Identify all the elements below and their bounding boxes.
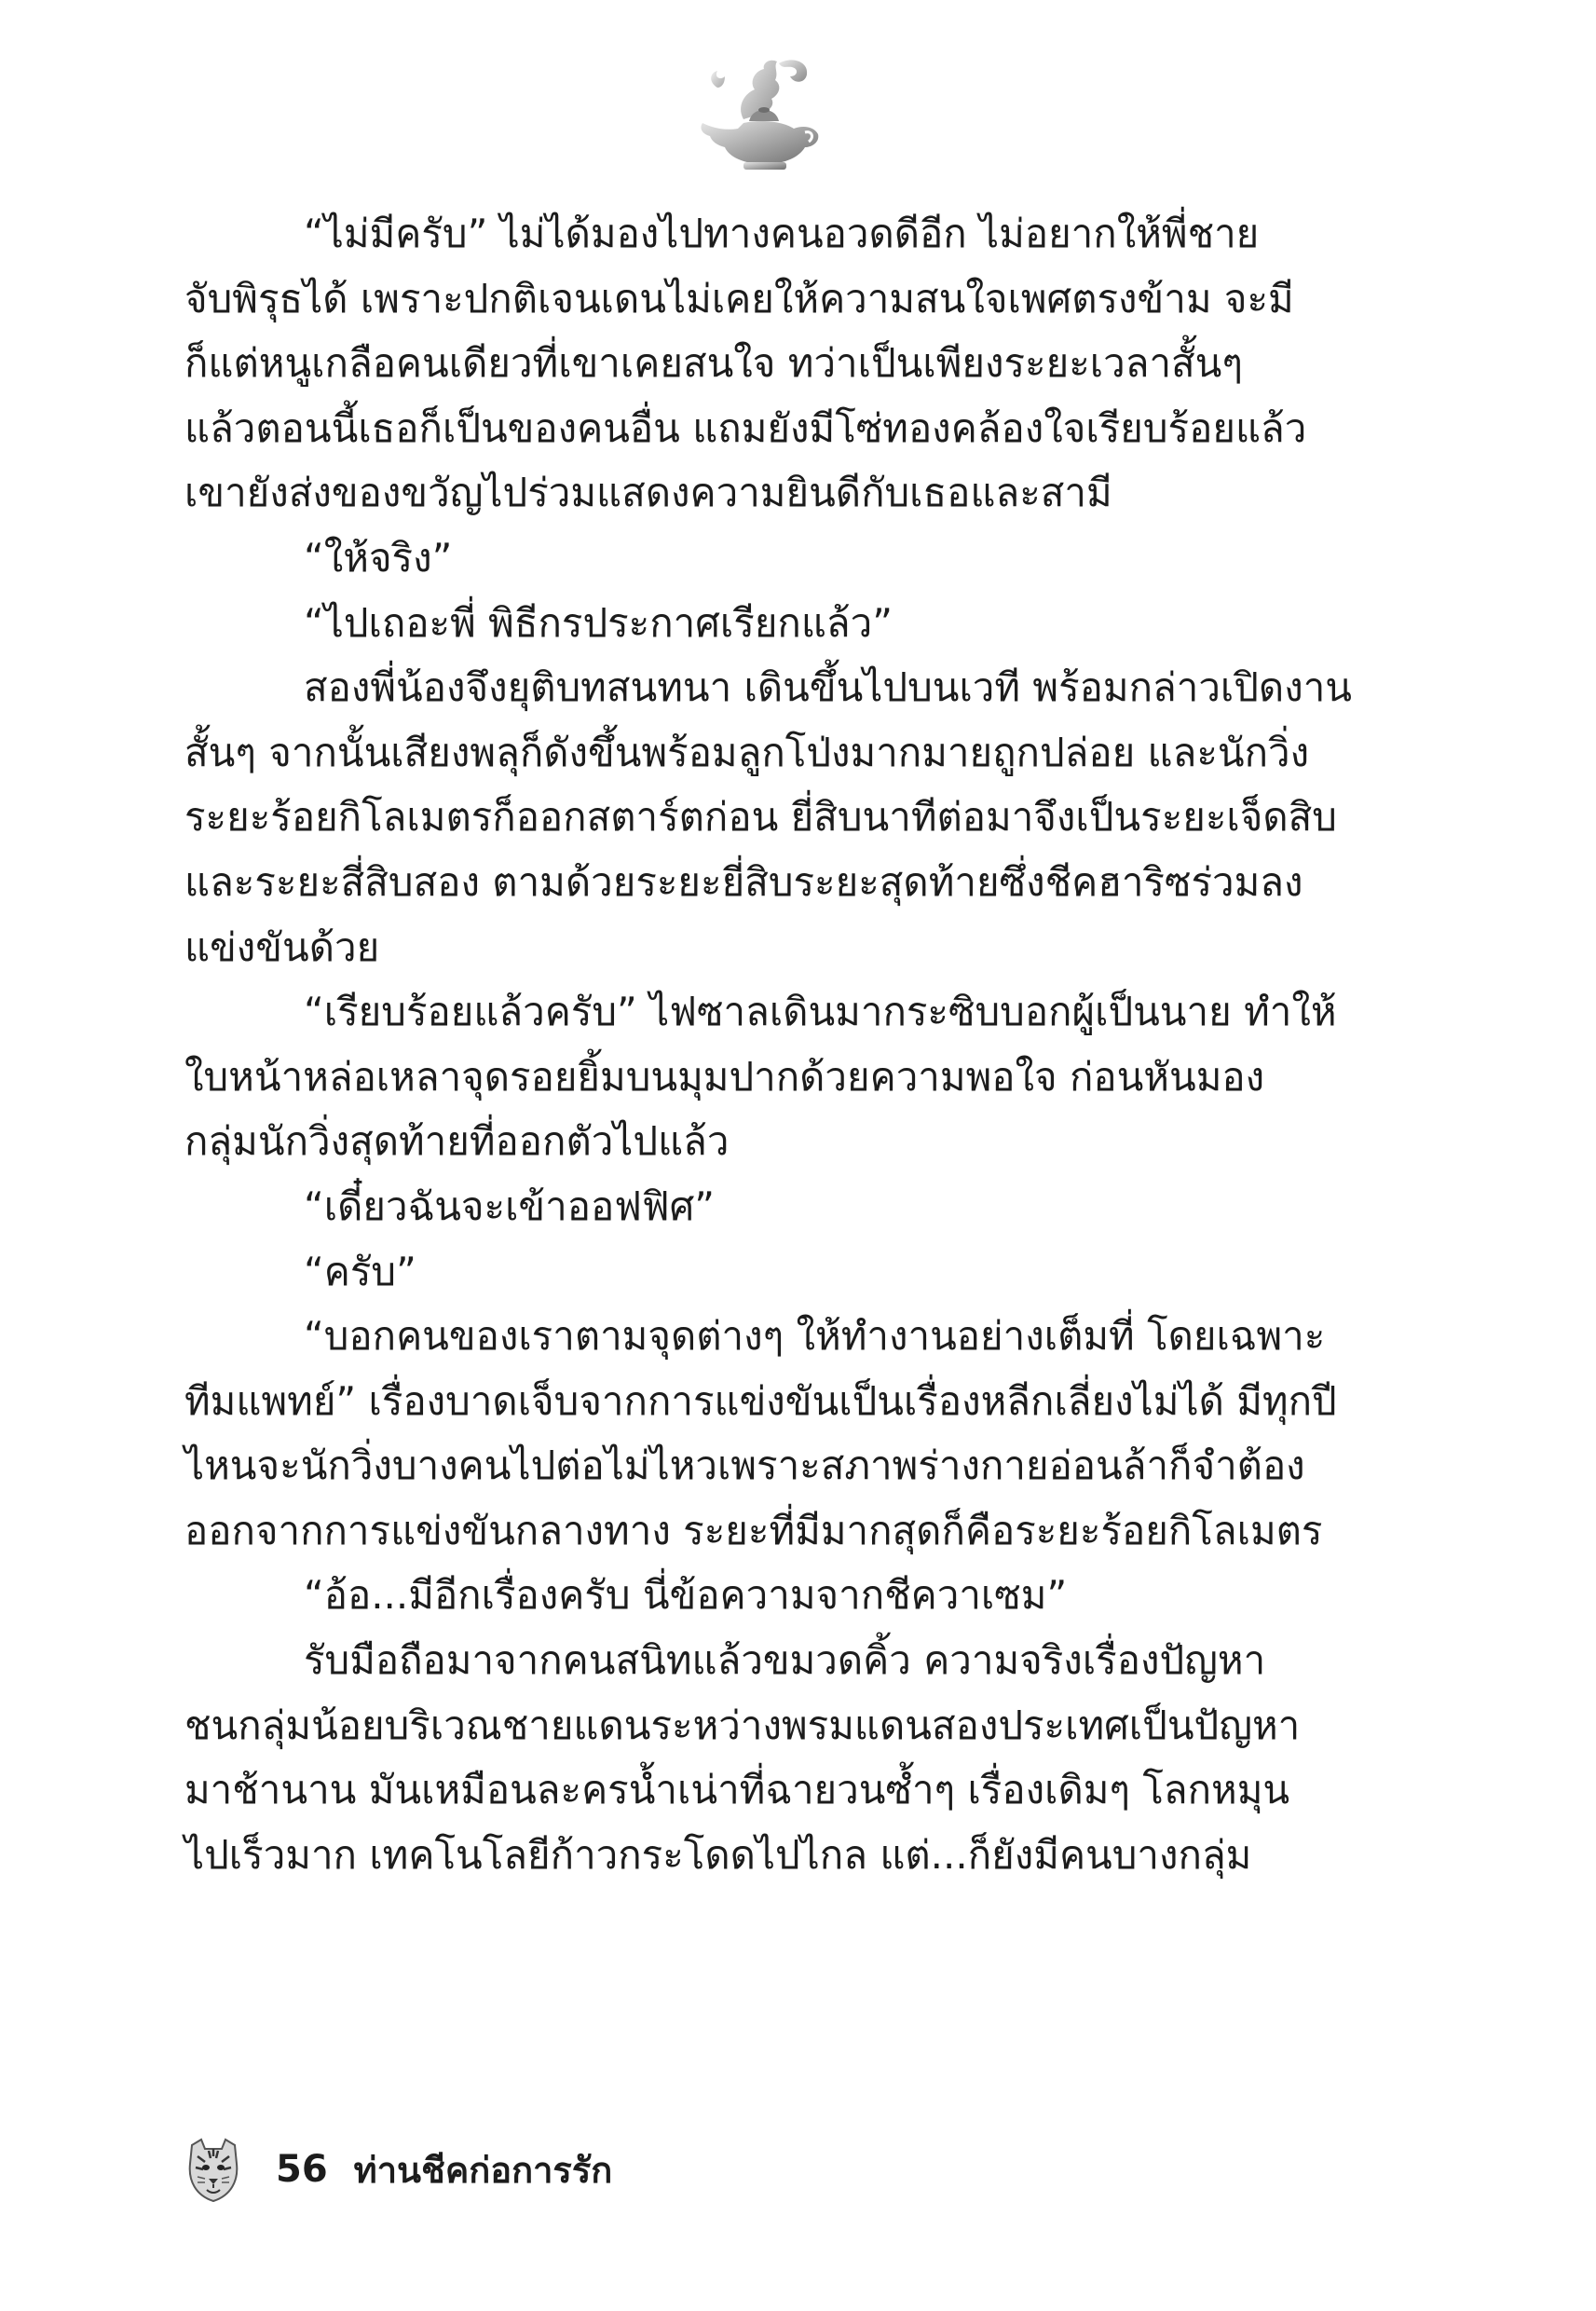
paragraph	[184, 591, 1326, 656]
paragraph	[184, 1174, 1326, 1239]
text-line: เขายังส่งของขวัญไปร่วมแสดงความยินดีกับเธอและสามี	[184, 470, 1112, 516]
text-line: “เรียบร้อยแล้วครับ” ไฟซาลเดินมากระซิบบอกผู้เป็นนาย ทำให้	[304, 989, 1337, 1035]
text-line: “ให้จริง”	[304, 534, 453, 581]
text-line: และระยะสี่สิบสอง ตามด้วยระยะยี่สิบระยะสุดท้ายซึ่งชีคฮาริซร่วมลง	[184, 858, 1303, 905]
text-line: สองพี่น้องจึงยุติบทสนทนา เดินขึ้นไปบนเวที พร้อมกล่าวเปิดงาน	[304, 664, 1352, 711]
page-number: 56	[276, 2148, 328, 2191]
text-line: รับมือถือมาจากคนสนิทแล้วขมวดคิ้ว ความจริงเรื่องปัญหา	[304, 1637, 1266, 1684]
text-line: ชนกลุ่มน้อยบริเวณชายแดนระหว่างพรมแดนสองประเทศเป็นปัญหา	[184, 1702, 1301, 1748]
text-line: “บอกคนของเราตามจุดต่างๆ ให้ทำงานอย่างเต็มที่ โดยเฉพาะ	[304, 1313, 1326, 1360]
paragraph	[184, 1628, 1326, 1887]
paragraph	[184, 979, 1337, 1174]
book-title: ท่านชีคก่อการรัก	[353, 2149, 613, 2191]
text-line: ไปเร็วมาก เทคโนโลยีก้าวกระโดดไปไกล แต่...ก็ยังมีคนบางกลุ่ม	[184, 1831, 1252, 1878]
paragraph	[184, 201, 1326, 526]
text-line: ระยะร้อยกิโลเมตรก็ออกสตาร์ตก่อน ยี่สิบนาทีต่อมาจึงเป็นระยะเจ็ดสิบ	[184, 794, 1337, 841]
text-line: “ไปเถอะพี่ พิธีกรประกาศเรียกแล้ว”	[304, 599, 893, 646]
text-line: แข่งขันด้วย	[184, 923, 380, 970]
page-footer	[184, 2132, 612, 2207]
text-line: มาช้านาน มันเหมือนละครน้ำเน่าที่ฉายวนซ้ำๆ เรื่องเดิมๆ โลกหมุน	[184, 1767, 1290, 1813]
paragraph	[184, 655, 1352, 979]
text-line: แล้วตอนนี้เธอก็เป็นของคนอื่น แถมยังมีโซ่ทองคล้องใจเรียบร้อยแล้ว	[184, 404, 1307, 451]
text-line: ใบหน้าหล่อเหลาจุดรอยยิ้มบนมุมปากด้วยความพอใจ ก่อนหันมอง	[184, 1053, 1265, 1100]
genie-lamp-icon	[689, 54, 829, 175]
text-line: จับพิรุธได้ เพราะปกติเจนเดนไม่เคยให้ความสนใจเพศตรงข้าม จะมี	[184, 275, 1294, 321]
paragraph	[184, 1304, 1337, 1563]
text-line: ก็แต่หนูเกลือคนเดียวที่เขาเคยสนใจ ทว่าเป็นเพียงระยะเวลาสั้นๆ	[184, 340, 1243, 387]
text-line: “ไม่มีครับ” ไม่ได้มองไปทางคนอวดดีอีก ไม่อยากให้พี่ชาย	[304, 211, 1260, 256]
text-line: ออกจากการแข่งขันกลางทาง ระยะที่มีมากสุดก็คือระยะร้อยกิโลเมตร	[184, 1507, 1323, 1553]
tiger-icon	[184, 2136, 242, 2203]
paragraph	[184, 1563, 1326, 1628]
text-line: สั้นๆ จากนั้นเสียงพลุก็ดังขึ้นพร้อมลูกโป่งมากมายถูกปล่อย และนักวิ่ง	[184, 729, 1310, 775]
text-line: “เดี๋ยวฉันจะเข้าออฟฟิศ”	[304, 1183, 716, 1229]
body-text	[184, 201, 1352, 1887]
text-line: กลุ่มนักวิ่งสุดท้ายที่ออกตัวไปแล้ว	[184, 1118, 730, 1165]
text-line: ทีมแพทย์” เรื่องบาดเจ็บจากการแข่งขันเป็นเรื่องหลีกเลี่ยงไม่ได้ มีทุกปี	[184, 1377, 1337, 1424]
text-line: “อ้อ...มีอีกเรื่องครับ นี่ข้อความจากชีควาเซม”	[304, 1572, 1068, 1619]
text-line: ไหนจะนักวิ่งบางคนไปต่อไม่ไหวเพราะสภาพร่างกายอ่อนล้าก็จำต้อง	[184, 1443, 1305, 1489]
paragraph	[184, 526, 1326, 591]
paragraph	[184, 1239, 1326, 1305]
text-line: “ครับ”	[304, 1248, 416, 1294]
